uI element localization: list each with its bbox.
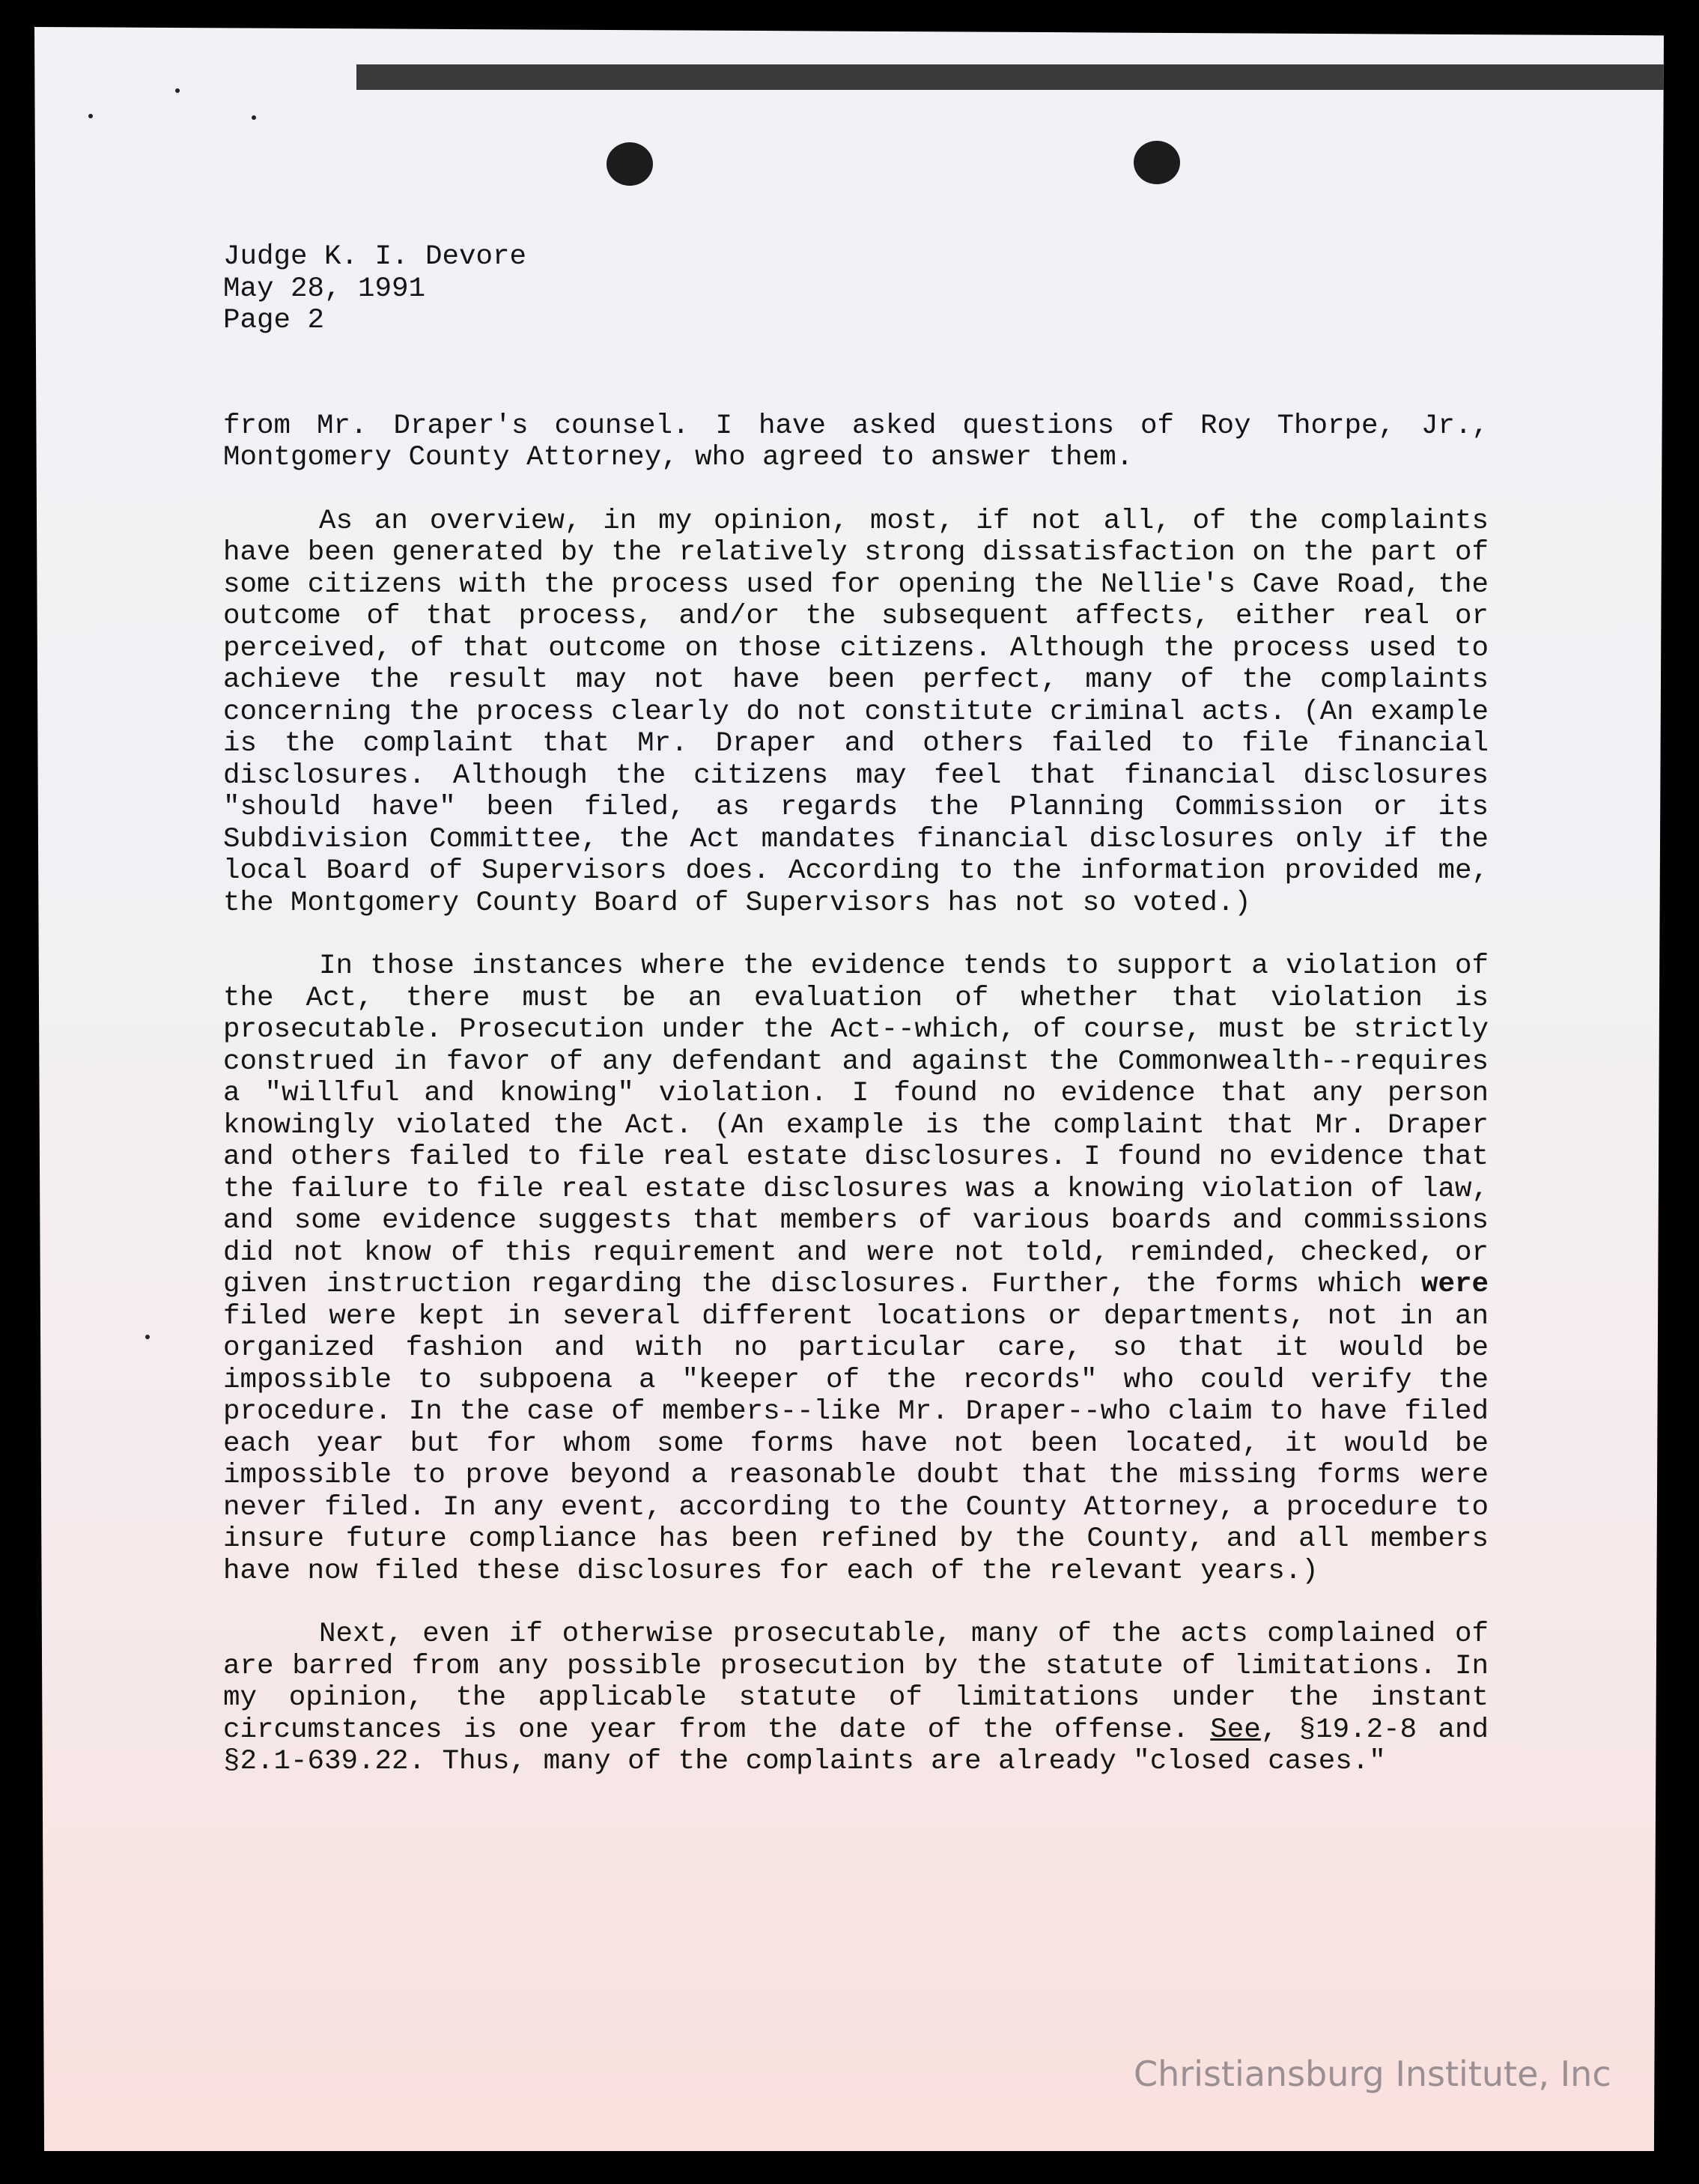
paper-speck (175, 88, 180, 93)
spacer (223, 919, 1489, 950)
paper-speck (88, 114, 93, 118)
punch-hole-right (1134, 141, 1180, 184)
header-page-number: Page 2 (223, 305, 325, 336)
spacer (223, 1587, 1489, 1619)
paragraph-3-part-2: filed were kept in several different locations or departments, not in an organized fashion and with no particular care, so that it would be impossible to subpoena a "keeper of the records" who could verify the procedure. In the case of members--like Mr. Draper--who claim to have filed each year but for whom some forms have not been located, it would be impossible to prove beyond a reasonable doubt that the missing forms were never filed. In any event, according to the County Attorney, a procedure to insure future compliance has been refined by the County, and all members have now filed these disclosures for each of the relevant years.) (223, 1300, 1489, 1587)
archive-watermark: Christiansburg Institute, Inc (1134, 2054, 1611, 2094)
paragraph-3-part-1: In those instances where the evidence tends to support a violation of the Act, there must be an evaluation of whether that violation is prosecutable. Prosecution under the Act--which, of course, must be strictly construed in favor of any defendant and against the Commonwealth--requires a "willful and knowing" violation. I found no evidence that any person knowingly violated the Act. (An example is the complaint that Mr. Draper and others failed to file real estate disclosures. I found no evidence that the failure to file real estate disclosures was a knowing violation of law, and some evidence suggests that members of various boards and commissions did not know of this requirement and were not told, reminded, checked, or given instruction regarding the disclosures. Further, the forms which (223, 950, 1489, 1300)
scanner-edge-strip (356, 64, 1697, 90)
paragraph-2: As an overview, in my opinion, most, if not all, of the complaints have been generated by the relatively strong dissatisfaction on the part of some citizens with the process used for opening the Nellie's Cave Road, the outcome of that process, and/or the subsequent affects, either real or perceived, of that outcome on those citizens. Although the process used to achieve the result may not have been perfect, many of the complaints concerning the process clearly do not constitute criminal acts. (An example is the complaint that Mr. Draper and others failed to file financial disclosures. Although the citizens may feel that financial disclosures "should have" been filed, as regards the Planning Commission or its Subdivision Committee, the Act mandates financial disclosures only if the local Board of Supervisors does. According to the information provided me, the Montgomery County Board of Supervisors has not so voted.) (223, 505, 1489, 919)
header-date: May 28, 1991 (223, 273, 426, 305)
paragraph-4 (223, 1619, 1489, 1778)
paragraph-1: from Mr. Draper's counsel. I have asked questions of Roy Thorpe, Jr., Montgomery County Attorney, who agreed to answer them. (223, 410, 1489, 473)
paper-speck (252, 115, 256, 120)
spacer (223, 337, 1489, 410)
paragraph-4-part-1: Next, even if otherwise prosecutable, many of the acts complained of are barred from any possible prosecution by the statute of limitations. In my opinion, the applicable statute of limitations under the instant circumstances is one year from the date of the offense. (223, 1619, 1489, 1746)
emphasis-were: were (1420, 1269, 1489, 1300)
letter-text (223, 241, 1489, 1778)
paper-speck (145, 1335, 150, 1339)
spacer (223, 474, 1489, 506)
punch-hole-left (607, 142, 653, 186)
paragraph-3 (223, 950, 1489, 1587)
paragraph-4-part-2: , §19.2-8 and §2.1-639.22. Thus, many of the complaints are already "closed cases." (223, 1714, 1489, 1777)
header-recipient: Judge K. I. Devore (223, 241, 527, 273)
citation-see: See (1210, 1714, 1261, 1746)
